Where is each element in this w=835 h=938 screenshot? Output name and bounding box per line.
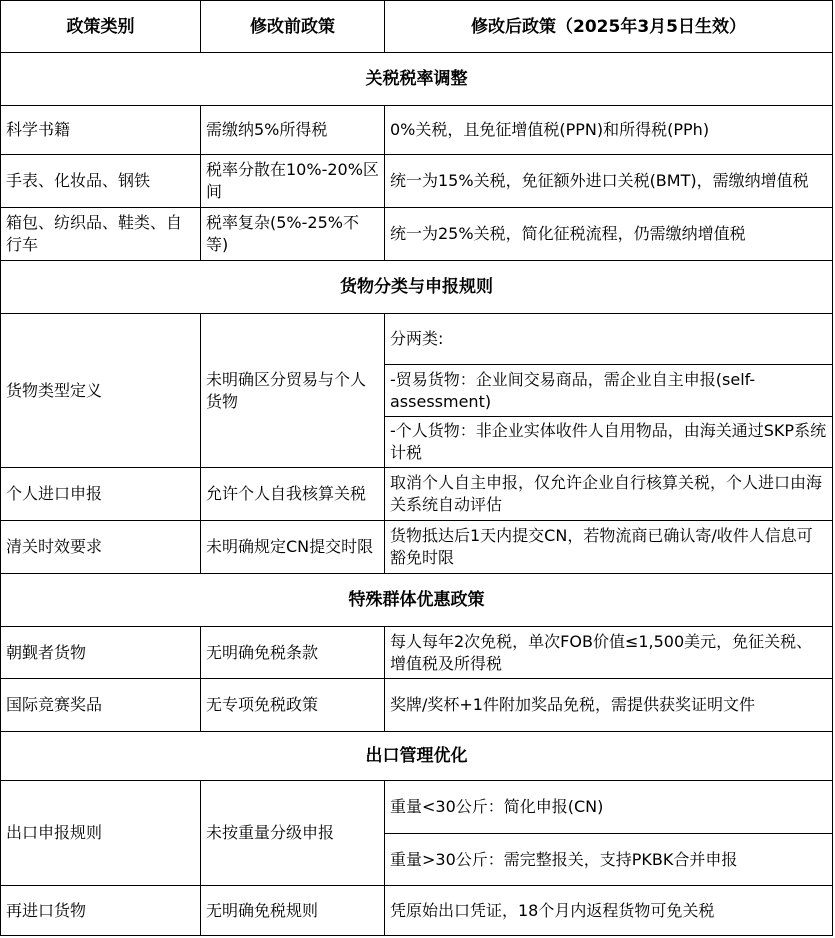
row-goods-type-after-personal: -个人货物：非企业实体收件人自用物品，由海关通过SKP系统计税 [384, 416, 833, 468]
header-before: 修改前政策 [200, 0, 385, 53]
row-reimport-before: 无明确免税规则 [200, 885, 385, 936]
section-special: 特殊群体优惠政策 [0, 573, 833, 627]
row-pilgrim-before: 无明确免税条款 [200, 626, 385, 679]
row-personal-import-category: 个人进口申报 [0, 467, 201, 521]
row-books-before: 需缴纳5%所得税 [200, 105, 385, 155]
row-bags-before: 税率复杂(5%-25%不等) [200, 207, 385, 261]
row-bags-after: 统一为25%关税，简化征税流程，仍需缴纳增值税 [384, 207, 833, 261]
row-clearance-after: 货物抵达后1天内提交CN，若物流商已确认寄/收件人信息可豁免时限 [384, 520, 833, 574]
row-prizes-after: 奖牌/奖杯+1件附加奖品免税，需提供获奖证明文件 [384, 678, 833, 732]
row-pilgrim-after: 每人每年2次免税，单次FOB价值≤1,500美元，免征关税、增值税及所得税 [384, 626, 833, 679]
row-reimport-after: 凭原始出口凭证，18个月内返程货物可免关税 [384, 885, 833, 936]
row-watches-category: 手表、化妆品、钢铁 [0, 154, 201, 208]
row-reimport-category: 再进口货物 [0, 885, 201, 936]
row-export-decl-before: 未按重量分级申报 [200, 780, 385, 886]
row-personal-import-after: 取消个人自主申报，仅允许企业自行核算关税，个人进口由海关系统自动评估 [384, 467, 833, 521]
section-tariff: 关税税率调整 [0, 52, 833, 106]
header-category: 政策类别 [0, 0, 201, 53]
row-goods-type-after-trade: -贸易货物：企业间交易商品，需企业自主申报(self-assessment) [384, 364, 833, 417]
header-after: 修改后政策（2025年3月5日生效） [384, 0, 833, 53]
row-clearance-before: 未明确规定CN提交时限 [200, 520, 385, 574]
row-pilgrim-category: 朝觐者货物 [0, 626, 201, 679]
row-export-decl-category: 出口申报规则 [0, 780, 201, 886]
row-books-category: 科学书籍 [0, 105, 201, 155]
policy-comparison-table [1, 1, 834, 936]
row-watches-after: 统一为15%关税，免征额外进口关税(BMT)，需缴纳增值税 [384, 154, 833, 208]
row-goods-type-category: 货物类型定义 [0, 313, 201, 468]
row-bags-category: 箱包、纺织品、鞋类、自行车 [0, 207, 201, 261]
section-goods: 货物分类与申报规则 [0, 260, 833, 314]
row-goods-type-after-intro: 分两类: [384, 313, 833, 365]
row-prizes-before: 无专项免税政策 [200, 678, 385, 732]
row-books-after: 0%关税，且免征增值税(PPN)和所得税(PPh) [384, 105, 833, 155]
section-export: 出口管理优化 [0, 731, 833, 781]
row-watches-before: 税率分散在10%-20%区间 [200, 154, 385, 208]
row-goods-type-before: 未明确区分贸易与个人货物 [200, 313, 385, 468]
row-clearance-category: 清关时效要求 [0, 520, 201, 574]
row-export-decl-after-light: 重量<30公斤：简化申报(CN) [384, 780, 833, 834]
row-personal-import-before: 允许个人自我核算关税 [200, 467, 385, 521]
row-export-decl-after-heavy: 重量>30公斤：需完整报关，支持PKBK合并申报 [384, 833, 833, 886]
row-prizes-category: 国际竞赛奖品 [0, 678, 201, 732]
